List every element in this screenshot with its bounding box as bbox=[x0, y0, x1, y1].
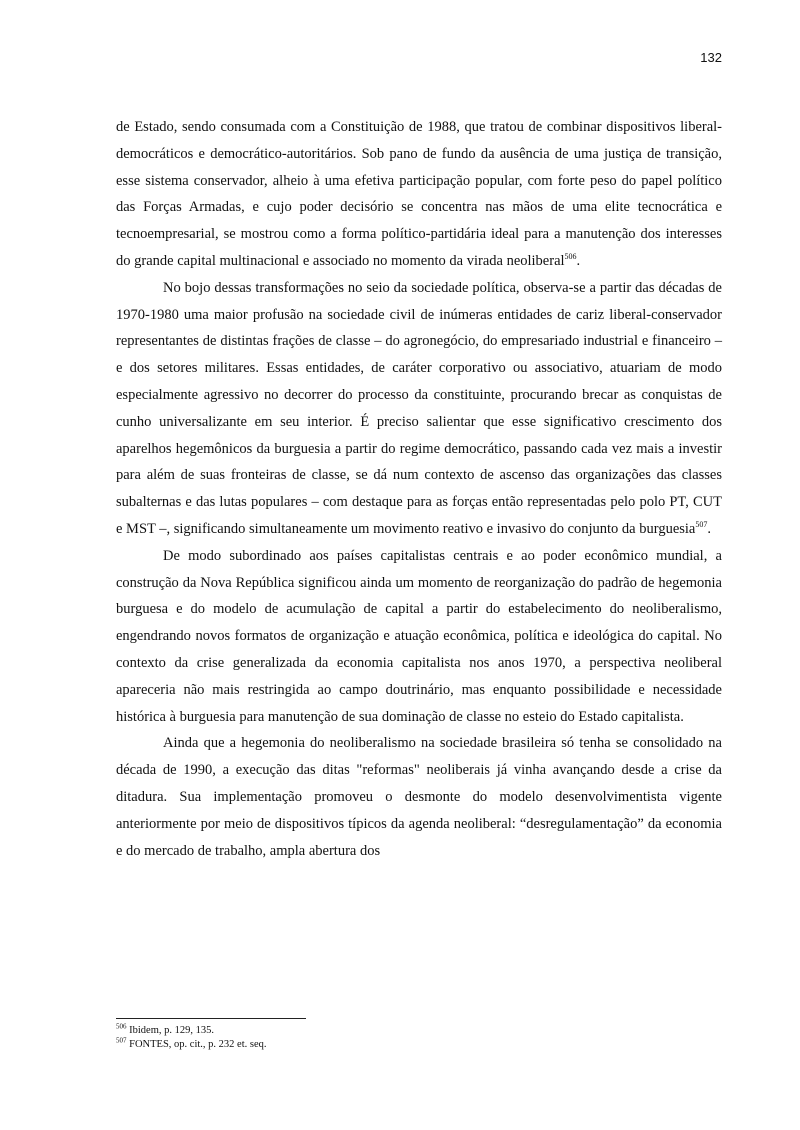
paragraph-1 bbox=[116, 114, 722, 275]
paragraph-2 bbox=[116, 275, 722, 543]
page-number: 132 bbox=[700, 50, 722, 65]
footnotes bbox=[116, 1024, 722, 1052]
body-text bbox=[116, 114, 722, 864]
footnote-number: 506 bbox=[116, 1022, 127, 1031]
paragraph-text: De modo subordinado aos países capitalistas centrais e ao poder econômico mundial, a construção da Nova República significou ainda um momento de reorganização do padrão de hegemonia burguesa e do modelo de acumulação de capital a partir do estabelecimento do neoliberalismo, engendrando novos formatos de organização e atuação econômica, política e ideológica do capital. No contexto da crise generalizada da economia capitalista nos anos 1970, a perspectiva neoliberal apareceria não mais restringida ao campo doutrinário, mas enquanto possibilidade e necessidade histórica à burguesia para manutenção de sua dominação de classe no esteio do Estado capitalista. bbox=[116, 547, 722, 725]
paragraph-text: de Estado, sendo consumada com a Constituição de 1988, que tratou de combinar dispositivos liberal-democráticos e democrático-autoritários. Sob pano de fundo da ausência de uma justiça de transição, esse sistema conservador, alheio à uma efetiva participação popular, com forte peso do papel político das Forças Armadas, e cujo poder decisório se concentra nas mãos de uma elite tecnocrática e tecnoempresarial, se mostrou como a forma político-partidária ideal para a manutenção dos interesses do grande capital multinacional e associado no momento da virada neoliberal bbox=[116, 119, 722, 269]
footnote-number: 507 bbox=[116, 1036, 127, 1045]
paragraph-text: Ainda que a hegemonia do neoliberalismo na sociedade brasileira só tenha se consolidado na década de 1990, a execução das ditas "reformas" neoliberais já vinha avançando desde a crise da ditadura. Sua implementação promoveu o desmonte do modelo desenvolvimentista vigente anteriormente por meio de dispositivos típicos da agenda neoliberal: “desregulamentação” da economia e do mercado de trabalho, ampla abertura dos bbox=[116, 735, 722, 859]
footnote-506 bbox=[116, 1024, 722, 1038]
paragraph-tail: . bbox=[576, 252, 581, 269]
footnote-text: FONTES, op. cit., p. 232 et. seq. bbox=[129, 1039, 267, 1050]
footnote-reference[interactable]: 507 bbox=[695, 520, 708, 530]
footnote-507 bbox=[116, 1038, 722, 1052]
footnote-text: Ibidem, p. 129, 135. bbox=[129, 1025, 214, 1036]
paragraph-3 bbox=[116, 543, 722, 731]
paragraph-text: No bojo dessas transformações no seio da sociedade política, observa-se a partir das décadas de 1970-1980 uma maior profusão na sociedade civil de inúmeras entidades de cariz liberal-conservador representantes de distintas frações de classe – do agronegócio, do empresariado industrial e financeiro – e dos setores militares. Essas entidades, de caráter corporativo ou associativo, atuariam de modo especialmente agressivo no decorrer do processo da constituinte, procurando brecar as conquistas de cunho universalizante em seu interior. É preciso salientar que esse significativo crescimento dos aparelhos hegemônicos da burguesia a partir do regime democrático, passando cada vez mais a investir para além de suas fronteiras de classe, se dá num contexto de ascenso das organizações das classes subalternas e das lutas populares – com destaque para as forças então representadas pelo polo PT, CUT e MST –, significando simultaneamente um movimento reativo e invasivo do conjunto da burguesia bbox=[116, 279, 722, 537]
footnote-reference[interactable]: 506 bbox=[564, 252, 577, 262]
footnote-separator bbox=[116, 1018, 306, 1019]
paragraph-tail: . bbox=[707, 520, 711, 537]
paragraph-4 bbox=[116, 730, 722, 864]
